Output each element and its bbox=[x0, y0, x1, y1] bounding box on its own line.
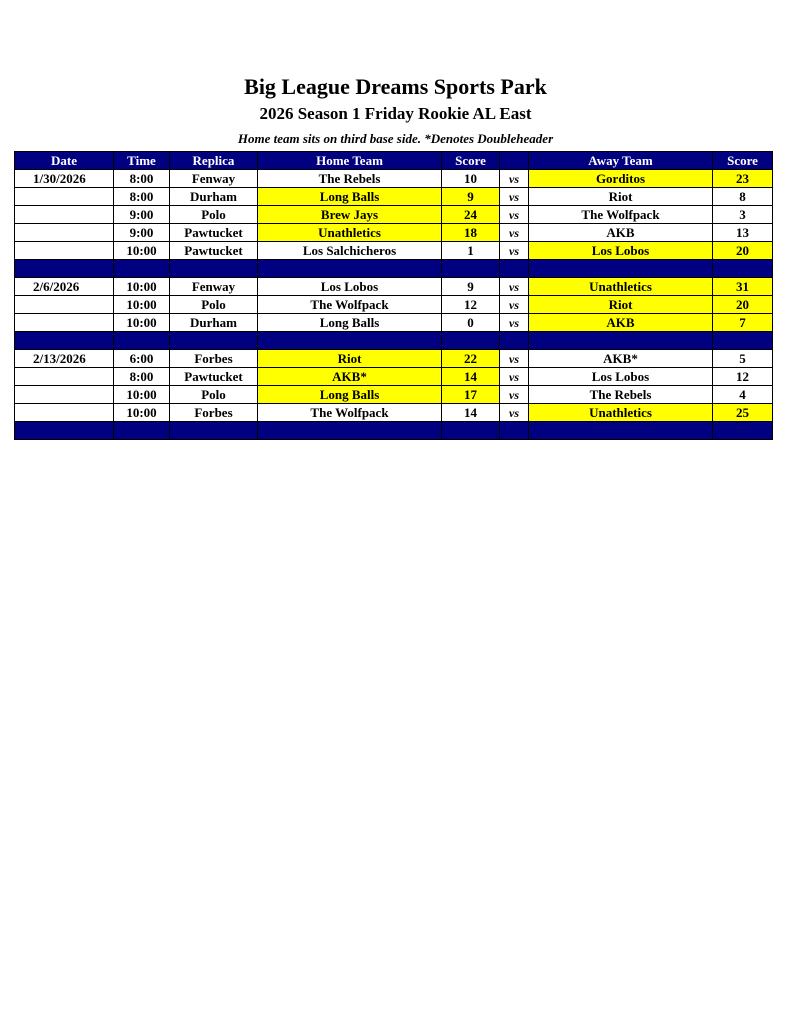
time-cell: 9:00 bbox=[114, 224, 170, 242]
home-team-cell: Long Balls bbox=[258, 188, 442, 206]
away-team-cell: The Rebels bbox=[529, 386, 713, 404]
week-separator-row bbox=[15, 422, 773, 440]
away-score-cell: 13 bbox=[713, 224, 773, 242]
separator-cell bbox=[258, 260, 442, 278]
time-cell: 10:00 bbox=[114, 314, 170, 332]
separator-cell bbox=[15, 422, 114, 440]
away-team-cell: Gorditos bbox=[529, 170, 713, 188]
vs-cell: vs bbox=[500, 278, 529, 296]
home-team-cell: Unathletics bbox=[258, 224, 442, 242]
away-team-cell: Unathletics bbox=[529, 404, 713, 422]
home-score-cell: 17 bbox=[442, 386, 500, 404]
time-cell: 8:00 bbox=[114, 170, 170, 188]
home-team-cell: The Wolfpack bbox=[258, 404, 442, 422]
table-row bbox=[15, 224, 773, 242]
time-cell: 10:00 bbox=[114, 296, 170, 314]
separator-cell bbox=[442, 332, 500, 350]
away-team-cell: AKB bbox=[529, 314, 713, 332]
away-team-cell: AKB bbox=[529, 224, 713, 242]
separator-cell bbox=[442, 422, 500, 440]
table-row bbox=[15, 368, 773, 386]
separator-cell bbox=[114, 260, 170, 278]
separator-cell bbox=[170, 332, 258, 350]
home-score-cell: 22 bbox=[442, 350, 500, 368]
away-team-cell: Unathletics bbox=[529, 278, 713, 296]
vs-cell: vs bbox=[500, 386, 529, 404]
date-cell bbox=[15, 404, 114, 422]
separator-cell bbox=[500, 332, 529, 350]
time-cell: 9:00 bbox=[114, 206, 170, 224]
date-cell bbox=[15, 368, 114, 386]
home-score-cell: 9 bbox=[442, 278, 500, 296]
separator-cell bbox=[15, 260, 114, 278]
date-cell bbox=[15, 296, 114, 314]
vs-cell: vs bbox=[500, 296, 529, 314]
separator-cell bbox=[258, 422, 442, 440]
away-score-cell: 31 bbox=[713, 278, 773, 296]
separator-cell bbox=[442, 260, 500, 278]
col-header-away-team: Away Team bbox=[529, 152, 713, 170]
separator-cell bbox=[170, 260, 258, 278]
col-header-vs bbox=[500, 152, 529, 170]
table-row bbox=[15, 170, 773, 188]
table-header-row bbox=[15, 152, 773, 170]
week-separator-row bbox=[15, 260, 773, 278]
col-header-replica: Replica bbox=[170, 152, 258, 170]
date-cell: 1/30/2026 bbox=[15, 170, 114, 188]
page-note: Home team sits on third base side. *Denotes Doubleheader bbox=[237, 131, 554, 146]
replica-cell: Durham bbox=[170, 188, 258, 206]
time-cell: 10:00 bbox=[114, 242, 170, 260]
separator-cell bbox=[170, 422, 258, 440]
away-score-cell: 20 bbox=[713, 242, 773, 260]
separator-cell bbox=[713, 260, 773, 278]
away-score-cell: 12 bbox=[713, 368, 773, 386]
home-team-cell: Riot bbox=[258, 350, 442, 368]
away-score-cell: 8 bbox=[713, 188, 773, 206]
date-cell: 2/13/2026 bbox=[15, 350, 114, 368]
vs-cell: vs bbox=[500, 224, 529, 242]
home-team-cell: Los Lobos bbox=[258, 278, 442, 296]
replica-cell: Polo bbox=[170, 206, 258, 224]
away-score-cell: 23 bbox=[713, 170, 773, 188]
date-cell bbox=[15, 224, 114, 242]
time-cell: 6:00 bbox=[114, 350, 170, 368]
home-team-cell: Brew Jays bbox=[258, 206, 442, 224]
replica-cell: Pawtucket bbox=[170, 224, 258, 242]
away-team-cell: Los Lobos bbox=[529, 368, 713, 386]
table-row bbox=[15, 386, 773, 404]
separator-cell bbox=[529, 260, 713, 278]
col-header-time: Time bbox=[114, 152, 170, 170]
away-score-cell: 7 bbox=[713, 314, 773, 332]
home-score-cell: 14 bbox=[442, 404, 500, 422]
vs-cell: vs bbox=[500, 188, 529, 206]
separator-cell bbox=[500, 422, 529, 440]
home-score-cell: 18 bbox=[442, 224, 500, 242]
time-cell: 10:00 bbox=[114, 386, 170, 404]
vs-cell: vs bbox=[500, 206, 529, 224]
away-team-cell: Los Lobos bbox=[529, 242, 713, 260]
away-team-cell: AKB* bbox=[529, 350, 713, 368]
separator-cell bbox=[15, 332, 114, 350]
replica-cell: Polo bbox=[170, 386, 258, 404]
vs-cell: vs bbox=[500, 170, 529, 188]
col-header-home-score: Score bbox=[442, 152, 500, 170]
schedule-body bbox=[15, 170, 773, 440]
vs-cell: vs bbox=[500, 404, 529, 422]
table-row bbox=[15, 314, 773, 332]
date-cell: 2/6/2026 bbox=[15, 278, 114, 296]
away-score-cell: 4 bbox=[713, 386, 773, 404]
col-header-date: Date bbox=[15, 152, 114, 170]
home-team-cell: AKB* bbox=[258, 368, 442, 386]
home-score-cell: 1 bbox=[442, 242, 500, 260]
away-team-cell: Riot bbox=[529, 296, 713, 314]
replica-cell: Pawtucket bbox=[170, 242, 258, 260]
replica-cell: Pawtucket bbox=[170, 368, 258, 386]
time-cell: 10:00 bbox=[114, 278, 170, 296]
col-header-home-team: Home Team bbox=[258, 152, 442, 170]
home-team-cell: The Rebels bbox=[258, 170, 442, 188]
col-header-away-score: Score bbox=[713, 152, 773, 170]
separator-cell bbox=[258, 332, 442, 350]
home-score-cell: 9 bbox=[442, 188, 500, 206]
away-team-cell: Riot bbox=[529, 188, 713, 206]
home-team-cell: Long Balls bbox=[258, 386, 442, 404]
date-cell bbox=[15, 206, 114, 224]
date-cell bbox=[15, 314, 114, 332]
replica-cell: Forbes bbox=[170, 350, 258, 368]
time-cell: 8:00 bbox=[114, 368, 170, 386]
replica-cell: Durham bbox=[170, 314, 258, 332]
replica-cell: Fenway bbox=[170, 278, 258, 296]
separator-cell bbox=[713, 332, 773, 350]
replica-cell: Polo bbox=[170, 296, 258, 314]
time-cell: 10:00 bbox=[114, 404, 170, 422]
vs-cell: vs bbox=[500, 314, 529, 332]
table-row bbox=[15, 206, 773, 224]
table-row bbox=[15, 404, 773, 422]
home-score-cell: 10 bbox=[442, 170, 500, 188]
separator-cell bbox=[114, 422, 170, 440]
home-score-cell: 14 bbox=[442, 368, 500, 386]
away-score-cell: 20 bbox=[713, 296, 773, 314]
page-subtitle: 2026 Season 1 Friday Rookie AL East bbox=[259, 104, 532, 123]
away-score-cell: 5 bbox=[713, 350, 773, 368]
home-score-cell: 24 bbox=[442, 206, 500, 224]
replica-cell: Fenway bbox=[170, 170, 258, 188]
away-team-cell: The Wolfpack bbox=[529, 206, 713, 224]
separator-cell bbox=[529, 422, 713, 440]
home-team-cell: The Wolfpack bbox=[258, 296, 442, 314]
home-score-cell: 12 bbox=[442, 296, 500, 314]
week-separator-row bbox=[15, 332, 773, 350]
separator-cell bbox=[114, 332, 170, 350]
separator-cell bbox=[529, 332, 713, 350]
separator-cell bbox=[500, 260, 529, 278]
page-title: Big League Dreams Sports Park bbox=[244, 74, 547, 99]
home-team-cell: Long Balls bbox=[258, 314, 442, 332]
away-score-cell: 3 bbox=[713, 206, 773, 224]
date-cell bbox=[15, 242, 114, 260]
home-team-cell: Los Salchicheros bbox=[258, 242, 442, 260]
table-row bbox=[15, 350, 773, 368]
table-row bbox=[15, 278, 773, 296]
replica-cell: Forbes bbox=[170, 404, 258, 422]
date-cell bbox=[15, 188, 114, 206]
schedule-table bbox=[14, 151, 773, 440]
table-row bbox=[15, 188, 773, 206]
time-cell: 8:00 bbox=[114, 188, 170, 206]
separator-cell bbox=[713, 422, 773, 440]
date-cell bbox=[15, 386, 114, 404]
away-score-cell: 25 bbox=[713, 404, 773, 422]
vs-cell: vs bbox=[500, 368, 529, 386]
vs-cell: vs bbox=[500, 242, 529, 260]
table-row bbox=[15, 242, 773, 260]
home-score-cell: 0 bbox=[442, 314, 500, 332]
table-row bbox=[15, 296, 773, 314]
vs-cell: vs bbox=[500, 350, 529, 368]
